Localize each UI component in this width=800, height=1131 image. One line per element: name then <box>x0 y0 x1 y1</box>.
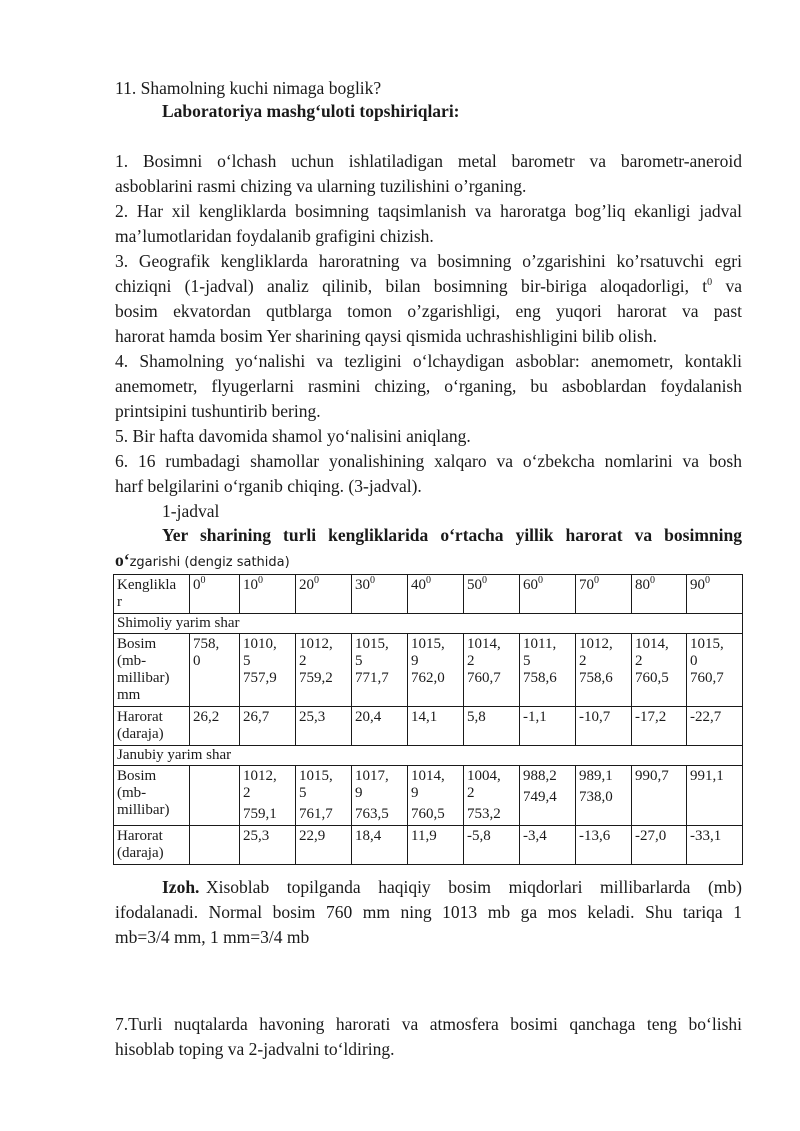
latitude-header <box>352 575 408 614</box>
north-hemisphere-row <box>114 614 743 634</box>
table-cell <box>240 826 296 865</box>
task-3-line-2 <box>115 275 742 297</box>
cell-line: r <box>117 594 122 610</box>
cell-line: 758, <box>193 636 220 652</box>
latitude-header <box>240 575 296 614</box>
south-pressure-row-label <box>114 766 190 826</box>
cell-line: 749,4 <box>523 789 557 805</box>
table-cell <box>687 707 743 746</box>
cell-line: 2 <box>635 653 643 669</box>
corner-cell <box>114 575 190 614</box>
cell-line: (daraja) <box>117 726 164 742</box>
north-pressure-row <box>114 634 743 707</box>
cell-line: 1012, <box>299 636 333 652</box>
cell-line: 763,5 <box>355 806 389 822</box>
south-hemisphere-row-label: Janubiy yarim shar <box>114 746 743 766</box>
task-6-line-1: 6. 16 rumbadagi shamollar yonalishining xalqaro va o‘zbekcha nomlarini va bosh <box>115 451 742 471</box>
table-cell <box>520 634 576 707</box>
latitude-value: 50 <box>467 577 482 593</box>
task-2-line-1: 2. Har xil kengliklarda bosimning taqsimlanish va haroratga bog’liq ekanligi jadval <box>115 201 742 221</box>
task-2-line-2: ma’lumotlaridan foydalanib grafigini chizish. <box>115 226 434 246</box>
cell-value: -3,4 <box>523 828 547 844</box>
degree-superscript: 0 <box>707 277 713 289</box>
cell-line: 0 <box>690 653 698 669</box>
latitude-header <box>408 575 464 614</box>
cell-line: 760,7 <box>690 670 724 686</box>
cell-value: 25,3 <box>299 709 326 725</box>
task-1-line-2: asboblarini rasmi chizing va ularning tuzilishini o’rganing. <box>115 176 527 196</box>
degree-mark: 0 <box>705 575 710 586</box>
table-cell <box>687 826 743 865</box>
cell-line: 2 <box>243 785 251 801</box>
note-line-2: ifodalanadi. Normal bosim 760 mm ning 1013 mb ga mos keladi. Shu tariqa 1 <box>115 902 742 922</box>
table-body <box>114 575 743 865</box>
cell-value: 26,7 <box>243 709 270 725</box>
cell-value: -22,7 <box>690 709 722 725</box>
latitude-value: 70 <box>579 577 594 593</box>
cell-line: Bosim <box>117 636 157 652</box>
note-line-1-text: Xisoblab topilganda haqiqiy bosim miqdorlari millibarlarda (mb) <box>206 877 742 897</box>
north-temperature-row-label <box>114 707 190 746</box>
latitude-header <box>687 575 743 614</box>
cell-line: 0 <box>193 653 201 669</box>
table-cell <box>240 634 296 707</box>
table-cell <box>576 826 632 865</box>
cell-line: 1015, <box>299 768 333 784</box>
cell-value: -13,6 <box>579 828 611 844</box>
table-cell <box>190 766 240 826</box>
latitude-value: 90 <box>690 577 705 593</box>
degree-mark: 0 <box>314 575 319 586</box>
table-cell <box>352 707 408 746</box>
cell-line: 5 <box>299 785 307 801</box>
table-cell <box>408 707 464 746</box>
task-3-line-1: 3. Geografik kengliklarda haroratning va bosimning o’zgarishini ko’rsatuvchi egri <box>115 251 742 271</box>
degree-mark: 0 <box>594 575 599 586</box>
cell-value: 26,2 <box>193 709 220 725</box>
north-temperature-row <box>114 707 743 746</box>
table-cell <box>520 826 576 865</box>
table-cell <box>408 634 464 707</box>
cell-line: 1015, <box>690 636 724 652</box>
cell-line: 5 <box>355 653 363 669</box>
table-cell <box>296 766 352 826</box>
task-6-line-2: harf belgilarini o‘rganib chiqing. (3-jadval). <box>115 476 422 496</box>
cell-value: -1,1 <box>523 709 547 725</box>
task-3-line-2-end: va <box>712 276 742 296</box>
cell-line: 989,1 <box>579 768 613 784</box>
cell-line: 758,6 <box>523 670 557 686</box>
degree-mark: 0 <box>538 575 543 586</box>
cell-value: 25,3 <box>243 828 270 844</box>
table-label: 1-jadval <box>162 501 220 521</box>
cell-line: 771,7 <box>355 670 389 686</box>
table-cell <box>576 766 632 826</box>
cell-value: -27,0 <box>635 828 667 844</box>
latitude-value: 40 <box>411 577 426 593</box>
table-cell <box>408 766 464 826</box>
question-11: 11. Shamolning kuchi nimaga boglik? <box>115 78 382 98</box>
task-7-line-2: hisoblab toping va 2-jadvalni to‘ldiring. <box>115 1039 395 1059</box>
table-cell <box>190 634 240 707</box>
cell-line: 1011, <box>523 636 557 652</box>
cell-line: (mb- <box>117 653 147 669</box>
cell-line: 760,5 <box>411 806 445 822</box>
cell-value: -33,1 <box>690 828 722 844</box>
cell-line: 738,0 <box>579 789 613 805</box>
table-cell <box>352 826 408 865</box>
table-title-rest: zgarishi (dengiz sathida) <box>129 555 290 570</box>
lab-heading: Laboratoriya mashg‘uloti topshiriqlari: <box>162 101 460 121</box>
latitude-value: 80 <box>635 577 650 593</box>
table-cell <box>632 634 687 707</box>
table-cell <box>520 766 576 826</box>
table-cell <box>464 707 520 746</box>
cell-line: 5 <box>243 653 251 669</box>
table-cell <box>296 707 352 746</box>
cell-line: 991,1 <box>690 768 724 784</box>
cell-line: 990,7 <box>635 768 669 784</box>
latitude-header <box>576 575 632 614</box>
table-cell <box>190 707 240 746</box>
table-cell <box>464 634 520 707</box>
table-cell <box>464 826 520 865</box>
cell-line: (mb- <box>117 785 147 801</box>
cell-line: 759,1 <box>243 806 277 822</box>
note-label: Izoh. <box>162 877 200 897</box>
latitude-header <box>632 575 687 614</box>
cell-line: 1015, <box>411 636 445 652</box>
south-pressure-row <box>114 766 743 826</box>
table-cell <box>520 707 576 746</box>
task-4-line-1: 4. Shamolning yo‘nalishi va tezligini o‘lchaydigan asboblar: anemometr, kontakli <box>115 351 742 371</box>
table-cell <box>632 707 687 746</box>
note-line-1 <box>162 876 199 898</box>
latitude-value: 20 <box>299 577 314 593</box>
latitude-header <box>190 575 240 614</box>
cell-line: 1014, <box>635 636 669 652</box>
cell-line: 1014, <box>411 768 445 784</box>
degree-mark: 0 <box>200 575 206 586</box>
cell-line: 1017, <box>355 768 389 784</box>
latitude-table <box>113 574 743 865</box>
cell-line: Bosim <box>117 768 157 784</box>
table-title-start: o‘ <box>115 550 130 570</box>
cell-value: 11,9 <box>411 828 437 844</box>
cell-line: 1012, <box>243 768 277 784</box>
cell-line: 2 <box>467 653 475 669</box>
cell-line: 2 <box>579 653 587 669</box>
south-temperature-row <box>114 826 743 865</box>
task-4-line-3: printsipini tushuntirib bering. <box>115 401 321 421</box>
cell-line: Harorat <box>117 709 163 725</box>
table-title-line-1: Yer sharining turli kengliklarida o‘rtacha yillik harorat va bosimning <box>162 525 742 545</box>
latitude-header <box>464 575 520 614</box>
latitude-value: 60 <box>523 577 538 593</box>
cell-line: 5 <box>523 653 531 669</box>
latitude-value: 10 <box>243 577 258 593</box>
degree-mark: 0 <box>258 575 263 586</box>
cell-line: 9 <box>411 785 419 801</box>
cell-value: -5,8 <box>467 828 491 844</box>
cell-line: 9 <box>355 785 363 801</box>
cell-line: 760,5 <box>635 670 669 686</box>
cell-line: 758,6 <box>579 670 613 686</box>
latitude-value: 0 <box>193 577 201 593</box>
table-cell <box>240 766 296 826</box>
table-cell <box>576 634 632 707</box>
cell-line: 753,2 <box>467 806 501 822</box>
cell-line: 2 <box>467 785 475 801</box>
cell-line: 1015, <box>355 636 389 652</box>
north-pressure-row-label <box>114 634 190 707</box>
note-line-3: mb=3/4 mm, 1 mm=3/4 mb <box>115 927 310 947</box>
latitude-header <box>520 575 576 614</box>
table-cell <box>576 707 632 746</box>
cell-line: 2 <box>299 653 307 669</box>
cell-line: 761,7 <box>299 806 333 822</box>
table-title-line-2 <box>115 549 290 574</box>
degree-mark: 0 <box>426 575 431 586</box>
task-3-line-2-text: chiziqni (1-jadval) analiz qilinib, bilan bosimning bir-biriga aloqadorligi, t <box>115 276 708 296</box>
degree-mark: 0 <box>482 575 487 586</box>
cell-line: (daraja) <box>117 845 164 861</box>
north-hemisphere-row-label: Shimoliy yarim shar <box>114 614 743 634</box>
cell-line: 988,2 <box>523 768 557 784</box>
cell-line: 1012, <box>579 636 613 652</box>
cell-line: millibar) <box>117 802 170 818</box>
cell-line: mm <box>117 687 141 703</box>
header-row <box>114 575 743 614</box>
cell-line: 1010, <box>243 636 277 652</box>
cell-line: millibar) <box>117 670 170 686</box>
table-cell <box>687 634 743 707</box>
task-1-line-1: 1. Bosimni o‘lchash uchun ishlatiladigan metal barometr va barometr-aneroid <box>115 151 742 171</box>
cell-line: Kenglikla <box>117 577 177 593</box>
degree-mark: 0 <box>370 575 375 586</box>
degree-mark: 0 <box>650 575 655 586</box>
cell-value: 14,1 <box>411 709 438 725</box>
cell-value: 5,8 <box>467 709 486 725</box>
table-cell <box>464 766 520 826</box>
south-temperature-row-label <box>114 826 190 865</box>
table-cell <box>632 766 687 826</box>
table-cell <box>352 634 408 707</box>
table-cell <box>632 826 687 865</box>
cell-value: 22,9 <box>299 828 326 844</box>
table-cell <box>296 634 352 707</box>
latitude-header <box>296 575 352 614</box>
task-7-line-1: 7.Turli nuqtalarda havoning harorati va atmosfera bosimi qanchaga teng bo‘lishi <box>115 1014 742 1034</box>
cell-line: Harorat <box>117 828 163 844</box>
table-cell <box>240 707 296 746</box>
latitude-value: 30 <box>355 577 370 593</box>
cell-value: 20,4 <box>355 709 382 725</box>
cell-value: -10,7 <box>579 709 611 725</box>
south-hemisphere-row <box>114 746 743 766</box>
cell-line: 9 <box>411 653 419 669</box>
cell-value: -17,2 <box>635 709 667 725</box>
task-4-line-2: anemometr, flyugerlarni rasmini chizing, o‘rganing, bu asboblardan foydalanish <box>115 376 742 396</box>
table-cell <box>296 826 352 865</box>
task-3-line-4: harorat hamda bosim Yer sharining qaysi qismida uchrashishligini bilib olish. <box>115 326 657 346</box>
cell-line: 1014, <box>467 636 501 652</box>
cell-line: 762,0 <box>411 670 445 686</box>
cell-line: 760,7 <box>467 670 501 686</box>
cell-line: 1004, <box>467 768 501 784</box>
task-5: 5. Bir hafta davomida shamol yo‘nalisini aniqlang. <box>115 426 471 446</box>
table-cell <box>408 826 464 865</box>
cell-value: 18,4 <box>355 828 382 844</box>
task-3-line-3: bosim ekvatordan qutblarga tomon o’zgarishligi, eng yuqori harorat va past <box>115 301 742 321</box>
cell-line: 757,9 <box>243 670 277 686</box>
table-cell <box>687 766 743 826</box>
table-cell <box>352 766 408 826</box>
table-cell <box>190 826 240 865</box>
cell-line: 759,2 <box>299 670 333 686</box>
